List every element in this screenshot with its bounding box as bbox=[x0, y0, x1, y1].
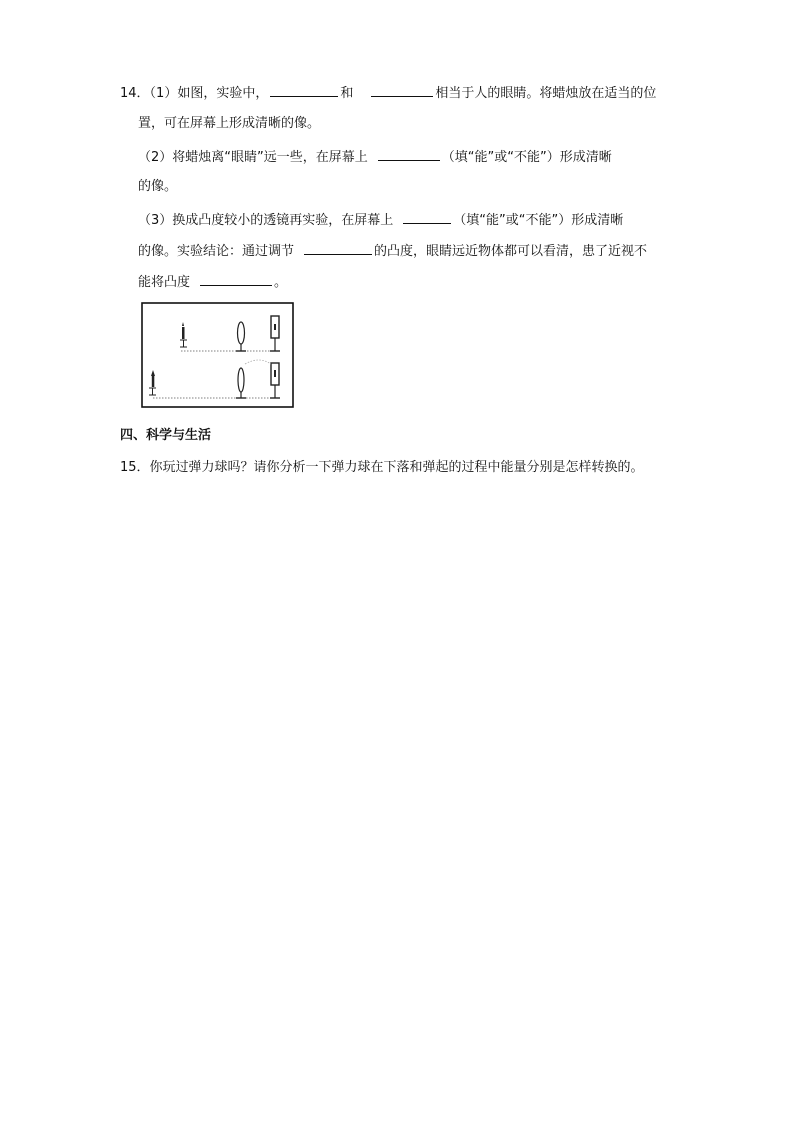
q14-part3-end: 能将凸度 bbox=[138, 275, 191, 290]
answer-blank[interactable] bbox=[200, 271, 272, 286]
answer-blank[interactable] bbox=[403, 209, 451, 224]
q14-part3-conclusion-cont: 的凸度，眼睛远近物体都可以看清，患了近视不 bbox=[374, 244, 648, 259]
q14-line-3 bbox=[138, 146, 612, 166]
q14-part3-period: 。 bbox=[274, 275, 288, 290]
q14-line-5 bbox=[138, 209, 623, 229]
q14-line-1 bbox=[120, 82, 656, 102]
q14-part1-text: （1）如图，实验中， bbox=[149, 86, 269, 101]
q14-part2-text: （2）将蜡烛离“眼睛”远一些，在屏幕上 bbox=[138, 150, 368, 165]
q14-part2-continuation: 的像。 bbox=[138, 179, 178, 194]
section-heading: 四、科学与生活 bbox=[120, 428, 212, 443]
candle-lens-screen-figure bbox=[141, 302, 294, 408]
q14-line-6 bbox=[138, 240, 647, 260]
q14-part2-hint: （填“能”或“不能”）形成清晰 bbox=[441, 150, 612, 165]
q14-part1-text: 相当于人的眼睛。将蜡烛放在适当的位 bbox=[435, 86, 657, 101]
question-15 bbox=[120, 458, 644, 478]
q14-and-text: 和 bbox=[340, 86, 354, 101]
q14-line-2 bbox=[138, 114, 320, 134]
answer-blank[interactable] bbox=[270, 82, 338, 97]
q14-part3-conclusion: 的像。实验结论：通过调节 bbox=[138, 244, 295, 259]
answer-blank[interactable] bbox=[378, 146, 440, 161]
question-number: 15． bbox=[120, 460, 150, 475]
q14-line-7 bbox=[138, 271, 287, 291]
answer-blank[interactable] bbox=[304, 240, 372, 255]
q14-part3-hint: （填“能”或“不能”）形成清晰 bbox=[453, 213, 624, 228]
answer-blank[interactable] bbox=[371, 82, 433, 97]
q14-part3-text: （3）换成凸度较小的透镜再实验，在屏幕上 bbox=[138, 213, 394, 228]
question-number: 14． bbox=[120, 86, 150, 101]
q14-part1-continuation: 置，可在屏幕上形成清晰的像。 bbox=[138, 116, 321, 131]
q15-text: 你玩过弹力球吗？请你分析一下弹力球在下落和弹起的过程中能量分别是怎样转换的。 bbox=[149, 460, 644, 475]
q14-line-4 bbox=[138, 177, 177, 197]
